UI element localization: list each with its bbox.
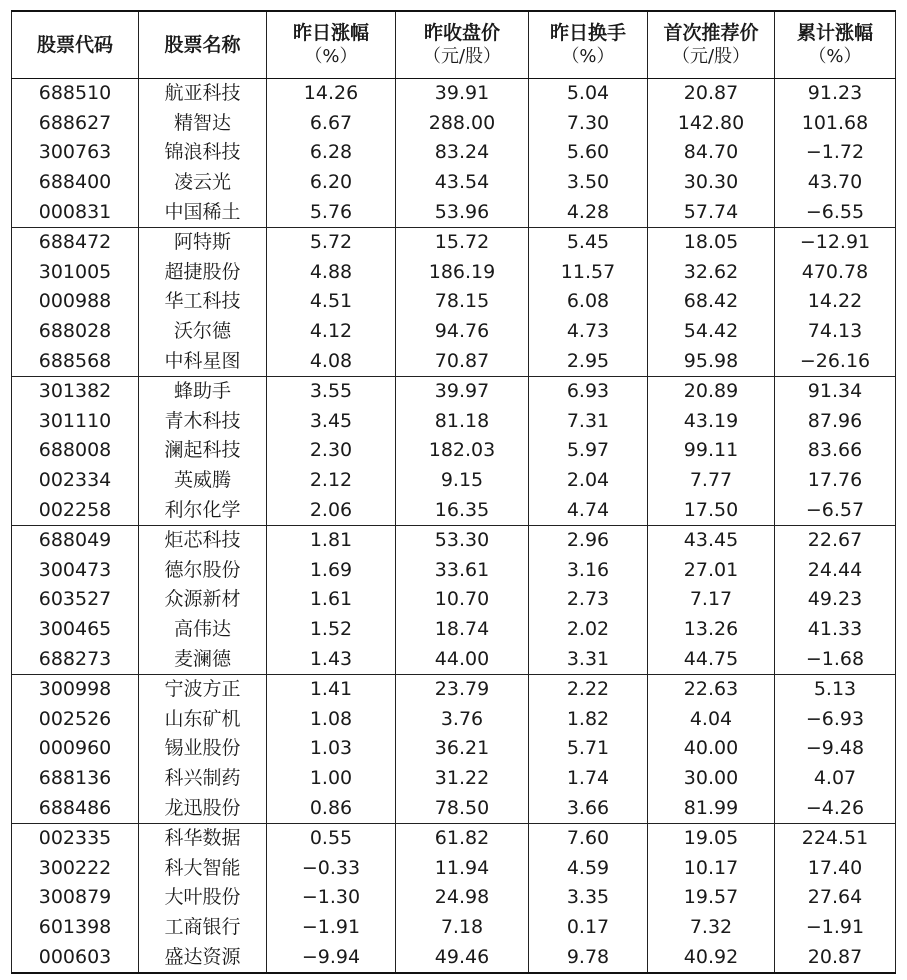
cell-first-recommend-price: 81.99 bbox=[648, 793, 775, 823]
cell-prev-turnover: 2.95 bbox=[529, 346, 648, 376]
cell-prev-close: 11.94 bbox=[396, 853, 529, 883]
cell-prev-close: 94.76 bbox=[396, 317, 529, 347]
cell-prev-turnover: 1.82 bbox=[529, 704, 648, 734]
cell-prev-day-change: 1.08 bbox=[267, 704, 396, 734]
column-header-prev-close bbox=[396, 11, 529, 79]
cell-cumulative-change: 43.70 bbox=[775, 168, 896, 198]
header-row bbox=[12, 11, 896, 79]
cell-prev-close: 3.76 bbox=[396, 704, 529, 734]
table-row bbox=[12, 525, 896, 555]
table-row bbox=[12, 466, 896, 496]
cell-cumulative-change: −6.93 bbox=[775, 704, 896, 734]
cell-prev-close: 39.97 bbox=[396, 376, 529, 406]
column-header-unit: （%） bbox=[561, 46, 615, 67]
cell-prev-turnover: 4.59 bbox=[529, 853, 648, 883]
cell-prev-day-change: 1.61 bbox=[267, 585, 396, 615]
cell-prev-close: 182.03 bbox=[396, 436, 529, 466]
cell-prev-day-change: 6.67 bbox=[267, 109, 396, 139]
cell-prev-day-change: 5.72 bbox=[267, 227, 396, 257]
cell-cumulative-change: 87.96 bbox=[775, 407, 896, 437]
column-header-label: 首次推荐价 bbox=[663, 22, 759, 44]
cell-prev-day-change: 2.12 bbox=[267, 466, 396, 496]
cell-cumulative-change: −4.26 bbox=[775, 793, 896, 823]
cell-first-recommend-price: 20.87 bbox=[648, 79, 775, 109]
cell-stock-name: 蜂助手 bbox=[139, 376, 267, 406]
cell-cumulative-change: 5.13 bbox=[775, 674, 896, 704]
cell-stock-code: 688049 bbox=[12, 525, 139, 555]
table-row bbox=[12, 704, 896, 734]
cell-first-recommend-price: 27.01 bbox=[648, 556, 775, 586]
column-header-label: 股票名称 bbox=[164, 34, 241, 56]
cell-prev-close: 16.35 bbox=[396, 495, 529, 525]
cell-stock-name: 山东矿机 bbox=[139, 704, 267, 734]
cell-stock-name: 锡业股份 bbox=[139, 734, 267, 764]
cell-stock-code: 300879 bbox=[12, 883, 139, 913]
cell-stock-name: 华工科技 bbox=[139, 287, 267, 317]
cell-stock-name: 高伟达 bbox=[139, 615, 267, 645]
cell-prev-turnover: 3.35 bbox=[529, 883, 648, 913]
cell-stock-name: 超捷股份 bbox=[139, 258, 267, 288]
cell-stock-code: 300222 bbox=[12, 853, 139, 883]
cell-first-recommend-price: 17.50 bbox=[648, 495, 775, 525]
cell-first-recommend-price: 4.04 bbox=[648, 704, 775, 734]
cell-prev-close: 70.87 bbox=[396, 346, 529, 376]
cell-prev-close: 44.00 bbox=[396, 644, 529, 674]
cell-stock-code: 688273 bbox=[12, 644, 139, 674]
table-row bbox=[12, 942, 896, 973]
cell-prev-day-change: −1.91 bbox=[267, 913, 396, 943]
cell-prev-turnover: 3.66 bbox=[529, 793, 648, 823]
cell-stock-code: 688486 bbox=[12, 793, 139, 823]
cell-cumulative-change: 14.22 bbox=[775, 287, 896, 317]
cell-prev-day-change: 4.51 bbox=[267, 287, 396, 317]
table-row bbox=[12, 407, 896, 437]
cell-first-recommend-price: 22.63 bbox=[648, 674, 775, 704]
cell-first-recommend-price: 54.42 bbox=[648, 317, 775, 347]
column-header-label: 昨收盘价 bbox=[423, 22, 500, 44]
cell-prev-turnover: 9.78 bbox=[529, 942, 648, 973]
cell-prev-day-change: 4.08 bbox=[267, 346, 396, 376]
table-row bbox=[12, 138, 896, 168]
cell-cumulative-change: 91.34 bbox=[775, 376, 896, 406]
cell-first-recommend-price: 19.57 bbox=[648, 883, 775, 913]
table-row bbox=[12, 287, 896, 317]
cell-cumulative-change: 22.67 bbox=[775, 525, 896, 555]
cell-prev-turnover: 2.96 bbox=[529, 525, 648, 555]
table-row bbox=[12, 793, 896, 823]
cell-stock-code: 300763 bbox=[12, 138, 139, 168]
stock-recommendation-table bbox=[11, 10, 896, 974]
column-header-cumulative-change bbox=[775, 11, 896, 79]
cell-prev-close: 9.15 bbox=[396, 466, 529, 496]
cell-prev-close: 78.50 bbox=[396, 793, 529, 823]
cell-stock-code: 000960 bbox=[12, 734, 139, 764]
cell-stock-code: 688472 bbox=[12, 227, 139, 257]
cell-prev-turnover: 0.17 bbox=[529, 913, 648, 943]
cell-prev-close: 81.18 bbox=[396, 407, 529, 437]
cell-prev-turnover: 3.50 bbox=[529, 168, 648, 198]
cell-stock-name: 阿特斯 bbox=[139, 227, 267, 257]
cell-stock-code: 000988 bbox=[12, 287, 139, 317]
cell-prev-turnover: 3.31 bbox=[529, 644, 648, 674]
cell-prev-turnover: 7.31 bbox=[529, 407, 648, 437]
column-header-unit: （元/股） bbox=[671, 46, 751, 67]
cell-prev-turnover: 5.45 bbox=[529, 227, 648, 257]
cell-prev-turnover: 5.97 bbox=[529, 436, 648, 466]
table-row bbox=[12, 346, 896, 376]
cell-cumulative-change: 20.87 bbox=[775, 942, 896, 973]
table-row bbox=[12, 764, 896, 794]
cell-prev-turnover: 6.93 bbox=[529, 376, 648, 406]
table-row bbox=[12, 734, 896, 764]
cell-prev-close: 23.79 bbox=[396, 674, 529, 704]
cell-prev-day-change: 1.69 bbox=[267, 556, 396, 586]
cell-cumulative-change: −1.91 bbox=[775, 913, 896, 943]
column-header-label: 累计涨幅 bbox=[796, 22, 873, 44]
table-row bbox=[12, 495, 896, 525]
column-header-prev-day-change bbox=[267, 11, 396, 79]
stock-recommendation-table-wrapper bbox=[11, 10, 895, 974]
cell-stock-code: 301110 bbox=[12, 407, 139, 437]
cell-cumulative-change: 24.44 bbox=[775, 556, 896, 586]
cell-stock-name: 科华数据 bbox=[139, 823, 267, 853]
column-header-stock-code bbox=[12, 11, 139, 79]
table-row bbox=[12, 317, 896, 347]
table-row bbox=[12, 227, 896, 257]
cell-stock-code: 603527 bbox=[12, 585, 139, 615]
cell-first-recommend-price: 13.26 bbox=[648, 615, 775, 645]
cell-prev-close: 15.72 bbox=[396, 227, 529, 257]
cell-prev-day-change: 1.52 bbox=[267, 615, 396, 645]
cell-stock-name: 凌云光 bbox=[139, 168, 267, 198]
cell-prev-close: 78.15 bbox=[396, 287, 529, 317]
column-header-unit: （元/股） bbox=[422, 46, 502, 67]
table-row bbox=[12, 109, 896, 139]
cell-first-recommend-price: 68.42 bbox=[648, 287, 775, 317]
cell-cumulative-change: 91.23 bbox=[775, 79, 896, 109]
cell-prev-day-change: 5.76 bbox=[267, 197, 396, 227]
cell-prev-turnover: 2.04 bbox=[529, 466, 648, 496]
cell-cumulative-change: 17.40 bbox=[775, 853, 896, 883]
cell-stock-code: 300473 bbox=[12, 556, 139, 586]
column-header-unit: （%） bbox=[304, 46, 358, 67]
cell-stock-name: 众源新材 bbox=[139, 585, 267, 615]
cell-prev-day-change: 0.86 bbox=[267, 793, 396, 823]
cell-cumulative-change: −1.68 bbox=[775, 644, 896, 674]
cell-stock-name: 中科星图 bbox=[139, 346, 267, 376]
cell-stock-code: 688136 bbox=[12, 764, 139, 794]
cell-cumulative-change: −26.16 bbox=[775, 346, 896, 376]
cell-first-recommend-price: 7.77 bbox=[648, 466, 775, 496]
cell-stock-name: 炬芯科技 bbox=[139, 525, 267, 555]
cell-first-recommend-price: 40.00 bbox=[648, 734, 775, 764]
cell-prev-day-change: 6.28 bbox=[267, 138, 396, 168]
cell-first-recommend-price: 84.70 bbox=[648, 138, 775, 168]
cell-prev-day-change: 3.55 bbox=[267, 376, 396, 406]
cell-cumulative-change: −12.91 bbox=[775, 227, 896, 257]
cell-prev-close: 49.46 bbox=[396, 942, 529, 973]
cell-stock-code: 000603 bbox=[12, 942, 139, 973]
cell-cumulative-change: 17.76 bbox=[775, 466, 896, 496]
cell-prev-close: 61.82 bbox=[396, 823, 529, 853]
cell-first-recommend-price: 43.45 bbox=[648, 525, 775, 555]
column-header-label: 昨日涨幅 bbox=[292, 22, 369, 44]
cell-prev-close: 31.22 bbox=[396, 764, 529, 794]
cell-prev-turnover: 4.73 bbox=[529, 317, 648, 347]
table-row bbox=[12, 853, 896, 883]
column-header-label: 股票代码 bbox=[36, 34, 113, 56]
cell-prev-close: 33.61 bbox=[396, 556, 529, 586]
cell-cumulative-change: −6.55 bbox=[775, 197, 896, 227]
table-row bbox=[12, 615, 896, 645]
cell-stock-code: 688028 bbox=[12, 317, 139, 347]
column-header-label: 昨日换手 bbox=[549, 22, 626, 44]
cell-stock-code: 002334 bbox=[12, 466, 139, 496]
cell-prev-turnover: 3.16 bbox=[529, 556, 648, 586]
cell-prev-day-change: 4.88 bbox=[267, 258, 396, 288]
cell-prev-close: 186.19 bbox=[396, 258, 529, 288]
table-body bbox=[12, 79, 896, 973]
cell-prev-turnover: 7.60 bbox=[529, 823, 648, 853]
cell-stock-name: 澜起科技 bbox=[139, 436, 267, 466]
cell-stock-name: 科兴制药 bbox=[139, 764, 267, 794]
cell-prev-turnover: 11.57 bbox=[529, 258, 648, 288]
cell-prev-turnover: 5.71 bbox=[529, 734, 648, 764]
cell-first-recommend-price: 43.19 bbox=[648, 407, 775, 437]
table-row bbox=[12, 585, 896, 615]
cell-first-recommend-price: 7.32 bbox=[648, 913, 775, 943]
cell-cumulative-change: 74.13 bbox=[775, 317, 896, 347]
cell-prev-turnover: 2.02 bbox=[529, 615, 648, 645]
cell-stock-code: 688510 bbox=[12, 79, 139, 109]
cell-stock-code: 301382 bbox=[12, 376, 139, 406]
table-row bbox=[12, 883, 896, 913]
table-row bbox=[12, 168, 896, 198]
cell-stock-name: 盛达资源 bbox=[139, 942, 267, 973]
cell-cumulative-change: 470.78 bbox=[775, 258, 896, 288]
cell-stock-name: 科大智能 bbox=[139, 853, 267, 883]
cell-first-recommend-price: 99.11 bbox=[648, 436, 775, 466]
cell-first-recommend-price: 10.17 bbox=[648, 853, 775, 883]
cell-prev-day-change: −0.33 bbox=[267, 853, 396, 883]
cell-cumulative-change: 83.66 bbox=[775, 436, 896, 466]
cell-prev-turnover: 1.74 bbox=[529, 764, 648, 794]
cell-cumulative-change: 49.23 bbox=[775, 585, 896, 615]
cell-stock-code: 000831 bbox=[12, 197, 139, 227]
cell-stock-code: 688568 bbox=[12, 346, 139, 376]
cell-stock-name: 精智达 bbox=[139, 109, 267, 139]
cell-cumulative-change: 27.64 bbox=[775, 883, 896, 913]
cell-stock-code: 300465 bbox=[12, 615, 139, 645]
cell-stock-name: 利尔化学 bbox=[139, 495, 267, 525]
cell-stock-name: 工商银行 bbox=[139, 913, 267, 943]
cell-first-recommend-price: 30.00 bbox=[648, 764, 775, 794]
cell-cumulative-change: 224.51 bbox=[775, 823, 896, 853]
cell-stock-code: 688627 bbox=[12, 109, 139, 139]
cell-first-recommend-price: 44.75 bbox=[648, 644, 775, 674]
cell-cumulative-change: −9.48 bbox=[775, 734, 896, 764]
cell-stock-name: 青木科技 bbox=[139, 407, 267, 437]
cell-first-recommend-price: 40.92 bbox=[648, 942, 775, 973]
cell-stock-code: 002526 bbox=[12, 704, 139, 734]
cell-cumulative-change: 4.07 bbox=[775, 764, 896, 794]
column-header-first-recommend-price bbox=[648, 11, 775, 79]
cell-prev-close: 53.96 bbox=[396, 197, 529, 227]
cell-first-recommend-price: 19.05 bbox=[648, 823, 775, 853]
cell-prev-day-change: −1.30 bbox=[267, 883, 396, 913]
cell-prev-turnover: 4.28 bbox=[529, 197, 648, 227]
table-header bbox=[12, 11, 896, 79]
table-row bbox=[12, 258, 896, 288]
cell-prev-day-change: 1.03 bbox=[267, 734, 396, 764]
cell-prev-day-change: 2.06 bbox=[267, 495, 396, 525]
cell-prev-day-change: 14.26 bbox=[267, 79, 396, 109]
cell-stock-name: 龙迅股份 bbox=[139, 793, 267, 823]
cell-prev-close: 83.24 bbox=[396, 138, 529, 168]
cell-prev-day-change: 1.00 bbox=[267, 764, 396, 794]
cell-prev-day-change: 0.55 bbox=[267, 823, 396, 853]
cell-stock-name: 英威腾 bbox=[139, 466, 267, 496]
cell-prev-close: 53.30 bbox=[396, 525, 529, 555]
cell-stock-code: 601398 bbox=[12, 913, 139, 943]
cell-cumulative-change: 41.33 bbox=[775, 615, 896, 645]
cell-stock-name: 宁波方正 bbox=[139, 674, 267, 704]
table-row bbox=[12, 376, 896, 406]
cell-first-recommend-price: 7.17 bbox=[648, 585, 775, 615]
cell-prev-day-change: 2.30 bbox=[267, 436, 396, 466]
cell-cumulative-change: −6.57 bbox=[775, 495, 896, 525]
cell-stock-name: 麦澜德 bbox=[139, 644, 267, 674]
cell-prev-turnover: 5.60 bbox=[529, 138, 648, 168]
table-row bbox=[12, 674, 896, 704]
cell-prev-turnover: 6.08 bbox=[529, 287, 648, 317]
cell-first-recommend-price: 30.30 bbox=[648, 168, 775, 198]
table-row bbox=[12, 197, 896, 227]
cell-stock-code: 002258 bbox=[12, 495, 139, 525]
table-row bbox=[12, 913, 896, 943]
cell-prev-turnover: 7.30 bbox=[529, 109, 648, 139]
cell-cumulative-change: −1.72 bbox=[775, 138, 896, 168]
cell-stock-code: 301005 bbox=[12, 258, 139, 288]
cell-prev-day-change: 3.45 bbox=[267, 407, 396, 437]
cell-prev-close: 43.54 bbox=[396, 168, 529, 198]
column-header-unit: （%） bbox=[808, 46, 862, 67]
cell-prev-close: 24.98 bbox=[396, 883, 529, 913]
cell-stock-code: 688400 bbox=[12, 168, 139, 198]
cell-first-recommend-price: 95.98 bbox=[648, 346, 775, 376]
cell-prev-close: 10.70 bbox=[396, 585, 529, 615]
cell-prev-close: 36.21 bbox=[396, 734, 529, 764]
cell-prev-turnover: 4.74 bbox=[529, 495, 648, 525]
cell-stock-name: 沃尔德 bbox=[139, 317, 267, 347]
cell-prev-close: 39.91 bbox=[396, 79, 529, 109]
cell-prev-day-change: 6.20 bbox=[267, 168, 396, 198]
cell-first-recommend-price: 142.80 bbox=[648, 109, 775, 139]
cell-cumulative-change: 101.68 bbox=[775, 109, 896, 139]
cell-first-recommend-price: 20.89 bbox=[648, 376, 775, 406]
cell-first-recommend-price: 18.05 bbox=[648, 227, 775, 257]
table-row bbox=[12, 644, 896, 674]
cell-prev-close: 7.18 bbox=[396, 913, 529, 943]
cell-stock-name: 航亚科技 bbox=[139, 79, 267, 109]
cell-prev-turnover: 2.73 bbox=[529, 585, 648, 615]
cell-stock-name: 大叶股份 bbox=[139, 883, 267, 913]
cell-prev-close: 18.74 bbox=[396, 615, 529, 645]
cell-stock-code: 688008 bbox=[12, 436, 139, 466]
cell-stock-name: 中国稀土 bbox=[139, 197, 267, 227]
table-row bbox=[12, 79, 896, 109]
cell-prev-close: 288.00 bbox=[396, 109, 529, 139]
cell-stock-name: 德尔股份 bbox=[139, 556, 267, 586]
cell-stock-name: 锦浪科技 bbox=[139, 138, 267, 168]
cell-prev-day-change: −9.94 bbox=[267, 942, 396, 973]
cell-stock-code: 300998 bbox=[12, 674, 139, 704]
cell-first-recommend-price: 57.74 bbox=[648, 197, 775, 227]
cell-first-recommend-price: 32.62 bbox=[648, 258, 775, 288]
table-row bbox=[12, 823, 896, 853]
table-row bbox=[12, 436, 896, 466]
cell-prev-day-change: 1.41 bbox=[267, 674, 396, 704]
column-header-prev-turnover bbox=[529, 11, 648, 79]
column-header-stock-name bbox=[139, 11, 267, 79]
cell-prev-day-change: 4.12 bbox=[267, 317, 396, 347]
cell-prev-day-change: 1.81 bbox=[267, 525, 396, 555]
cell-prev-turnover: 2.22 bbox=[529, 674, 648, 704]
cell-stock-code: 002335 bbox=[12, 823, 139, 853]
cell-prev-day-change: 1.43 bbox=[267, 644, 396, 674]
table-row bbox=[12, 556, 896, 586]
cell-prev-turnover: 5.04 bbox=[529, 79, 648, 109]
